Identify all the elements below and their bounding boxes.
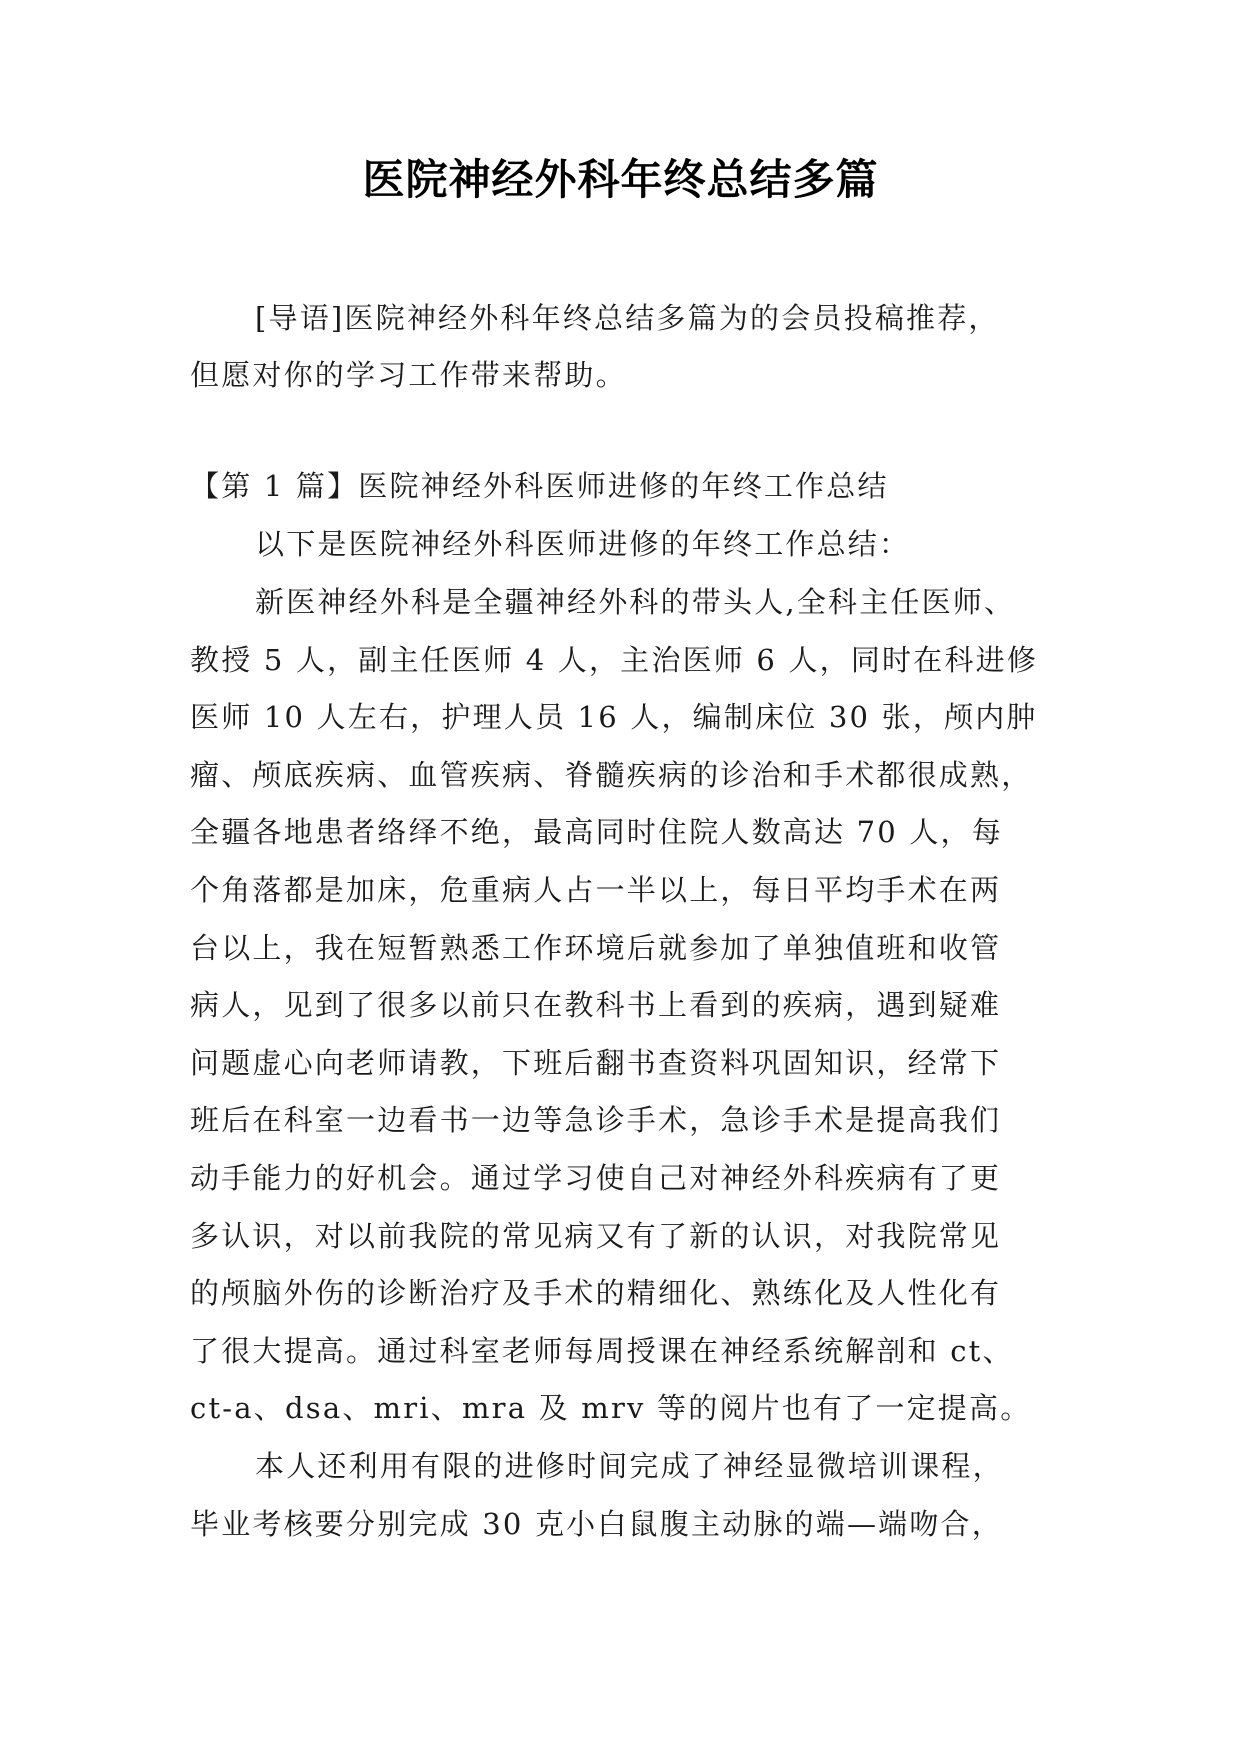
paragraph-line: 全疆各地患者络绎不绝，最高同时住院人数高达 70 人，每 bbox=[190, 815, 1003, 849]
paragraph-line: 动手能力的好机会。通过学习使自己对神经外科疾病有了更 bbox=[190, 1161, 1002, 1195]
paragraph-line: 教授 5 人，副主任医师 4 人，主治医师 6 人，同时在科进修 bbox=[190, 643, 1039, 677]
paragraph-line: 瘤、颅底疾病、血管疾病、脊髓疾病的诊治和手术都很成熟， bbox=[190, 758, 1033, 792]
paragraph-line: 多认识，对以前我院的常见病又有了新的认识，对我院常见 bbox=[190, 1219, 1002, 1253]
paragraph-line: 医师 10 人左右，护理人员 16 人，编制床位 30 张，颅内肿 bbox=[190, 700, 1038, 734]
paragraph-line: 问题虚心向老师请教，下班后翻书查资料巩固知识，经常下 bbox=[190, 1046, 1002, 1080]
paragraph-line: 以下是医院神经外科医师进修的年终工作总结： bbox=[255, 527, 911, 561]
paragraph-line: 毕业考核要分别完成 30 克小白鼠腹主动脉的端—端吻合， bbox=[190, 1507, 1003, 1541]
paragraph-line: 个角落都是加床，危重病人占一半以上，每日平均手术在两 bbox=[190, 873, 1002, 907]
paragraph-line: 的颅脑外伤的诊断治疗及手术的精细化、熟练化及人性化有 bbox=[190, 1276, 1002, 1310]
section-heading: 【第 1 篇】医院神经外科医师进修的年终工作总结 bbox=[190, 469, 889, 503]
paragraph-line: 了很大提高。通过科室老师每周授课在神经系统解剖和 ct、 bbox=[190, 1334, 1014, 1368]
paragraph-line: 病人，见到了很多以前只在教科书上看到的疾病，遇到疑难 bbox=[190, 988, 1002, 1022]
paragraph-line: 新医神经外科是全疆神经外科的带头人,全科主任医师、 bbox=[255, 585, 1016, 619]
paragraph-line: 台以上，我在短暂熟悉工作环境后就参加了单独值班和收管 bbox=[190, 931, 1002, 965]
paragraph-line: 本人还利用有限的进修时间完成了神经显微培训课程， bbox=[255, 1449, 1004, 1483]
document-title: 医院神经外科年终总结多篇 bbox=[362, 155, 879, 204]
paragraph-line: ct-a、dsa、mri、mra 及 mrv 等的阅片也有了一定提高。 bbox=[190, 1391, 1032, 1425]
intro-line-2: 但愿对你的学习工作带来帮助。 bbox=[190, 358, 627, 392]
intro-line-1: [导语]医院神经外科年终总结多篇为的会员投稿推荐， bbox=[255, 301, 1000, 335]
paragraph-line: 班后在科室一边看书一边等急诊手术，急诊手术是提高我们 bbox=[190, 1103, 1002, 1137]
